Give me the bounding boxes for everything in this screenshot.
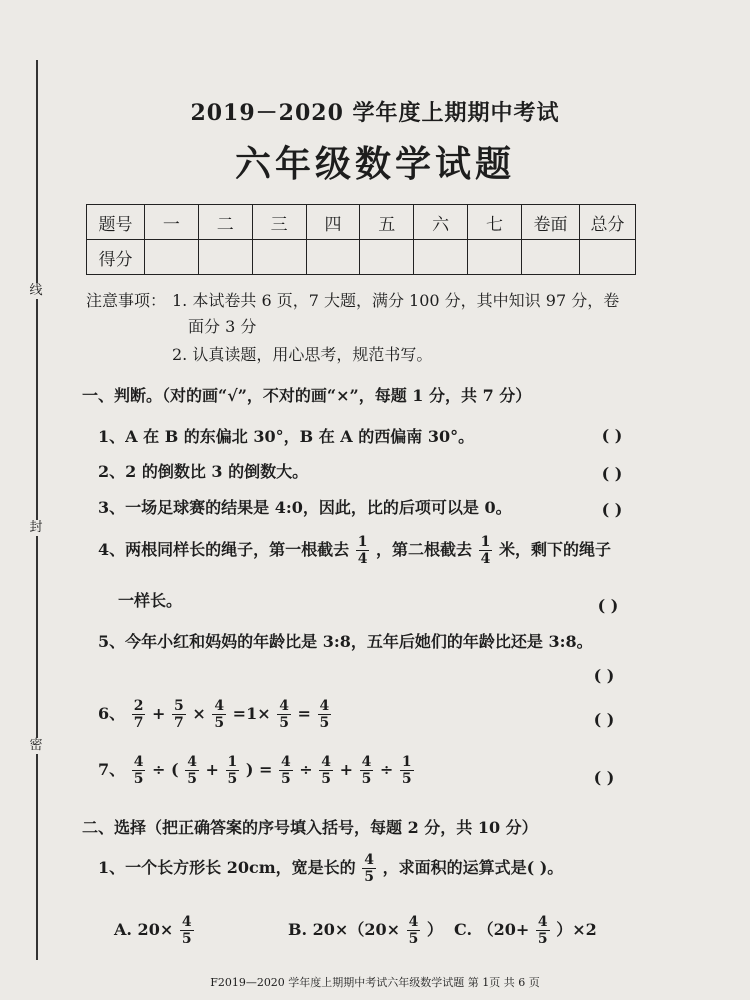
answer-paren[interactable]: ( ) — [601, 464, 623, 483]
option-c[interactable]: C. （20+ $\frac{4}{5}$ ）×2 — [454, 914, 597, 947]
answer-paren[interactable]: ( ) — [601, 500, 623, 519]
score-cell[interactable] — [145, 240, 199, 275]
binding-line — [36, 60, 38, 960]
answer-paren[interactable]: ( ) — [593, 666, 615, 685]
score-table — [86, 204, 636, 275]
score-cell[interactable] — [468, 240, 522, 275]
option-b[interactable]: B. 20×（20× $\frac{4}{5}$ ） — [288, 914, 443, 947]
fraction-four-fifths: $\frac{4}{5}$ — [364, 852, 374, 885]
option-a[interactable]: A. 20× $\frac{4}{5}$ — [114, 914, 192, 947]
score-header-cell: 四 — [306, 205, 360, 240]
fraction-one-fifth: $\frac{1}{5}$ — [227, 754, 238, 787]
fraction-four-fifths: $\frac{4}{5}$ — [361, 754, 372, 787]
binding-char-feng: 封 — [29, 520, 43, 535]
notes-label: 注意事项： — [86, 291, 167, 310]
score-header-cell: 卷面 — [522, 205, 580, 240]
score-header-cell: 总分 — [580, 205, 636, 240]
fraction-four-fifths: $\frac{4}{5}$ — [280, 754, 291, 787]
score-cell[interactable] — [306, 240, 360, 275]
binding-char-mi: 密 — [29, 738, 43, 753]
question-1-4-text-b: ，第二根截去 — [376, 540, 473, 559]
question-1-4-text-a: 4、两根同样长的绳子，第一根截去 — [98, 540, 350, 559]
question-1-7: 7、 $\frac{4}{5}$ ÷ ( $\frac{4}{5}$ + $\frac{1}{5}$ ) = $\frac{4}{5}$ ÷ $\frac{4}{5}$ + $\frac{4}{5}$ ÷ $\frac{1}{5}$ — [98, 754, 412, 787]
fraction-one-quarter: $\frac{1}{4}$ — [357, 534, 368, 567]
score-table-score-row — [87, 240, 636, 275]
score-cell[interactable] — [580, 240, 636, 275]
score-header-cell: 一 — [145, 205, 199, 240]
score-header-cell: 题号 — [87, 205, 145, 240]
exam-subtitle: 六年级数学试题 — [234, 143, 515, 185]
score-cell[interactable] — [252, 240, 306, 275]
answer-paren[interactable]: ( ) — [593, 768, 615, 787]
answer-paren[interactable]: ( ) — [593, 710, 615, 729]
score-header-cell: 三 — [252, 205, 306, 240]
notes-item-1: 1. 本试卷共 6 页，7 大题，满分 100 分，其中知识 97 分，卷 — [172, 291, 620, 310]
score-header-cell: 五 — [360, 205, 414, 240]
exam-title: 2019－2020 学年度上期期中考试 — [190, 100, 560, 126]
score-header-cell: 六 — [414, 205, 468, 240]
section2-heading: 二、选择（把正确答案的序号填入括号，每题 2 分，共 10 分） — [82, 818, 538, 837]
answer-paren[interactable]: ( ) — [597, 596, 619, 615]
page-footer: F2019—2020 学年度上期期中考试六年级数学试题 第 1页 共 6 页 — [210, 976, 540, 989]
fraction-five-sevenths: $\frac{5}{7}$ — [174, 698, 184, 731]
question-1-2: 2、2 的倒数比 3 的倒数大。 — [98, 462, 309, 481]
fraction-four-fifths: $\frac{4}{5}$ — [279, 698, 289, 731]
score-cell[interactable] — [414, 240, 468, 275]
question-1-4-cont: 一样长。 — [118, 591, 183, 610]
fraction-four-fifths: $\frac{4}{5}$ — [319, 698, 330, 731]
notes-item-2: 2. 认真读题，用心思考，规范书写。 — [172, 345, 433, 364]
fraction-four-fifths: $\frac{4}{5}$ — [321, 754, 332, 787]
fraction-one-fifth: $\frac{1}{5}$ — [401, 754, 412, 787]
fraction-two-sevenths: $\frac{2}{7}$ — [133, 698, 144, 731]
question-1-5: 5、今年小红和妈妈的年龄比是 3:8，五年后她们的年龄比还是 3:8。 — [98, 632, 593, 651]
question-1-1: 1、A 在 B 的东偏北 30°，B 在 A 的西偏南 30°。 — [98, 427, 475, 446]
question-1-4 — [98, 534, 611, 567]
fraction-four-fifths: $\frac{4}{5}$ — [408, 914, 419, 947]
fraction-four-fifths: $\frac{4}{5}$ — [537, 914, 548, 947]
question-1-4-text-c: 米，剩下的绳子 — [498, 540, 611, 559]
question-1-6: 6、 $\frac{2}{7}$ + $\frac{5}{7}$ × $\frac{4}{5}$ =1× $\frac{4}{5}$ = $\frac{4}{5}$ — [98, 698, 330, 731]
fraction-four-fifths: $\frac{4}{5}$ — [181, 914, 192, 947]
score-cell[interactable] — [360, 240, 414, 275]
binding-char-xian: 线 — [29, 283, 43, 298]
fraction-four-fifths: $\frac{4}{5}$ — [133, 754, 144, 787]
score-header-cell: 二 — [198, 205, 252, 240]
fraction-four-fifths: $\frac{4}{5}$ — [187, 754, 197, 787]
score-table-header-row — [87, 205, 636, 240]
question-1-3: 3、一场足球赛的结果是 4:0，因此，比的后项可以是 0。 — [98, 498, 512, 517]
fraction-one-quarter: $\frac{1}{4}$ — [480, 534, 491, 567]
notes-item-1-cont: 面分 3 分 — [188, 317, 257, 336]
score-cell[interactable] — [522, 240, 580, 275]
section1-heading: 一、判断。（对的画“√”，不对的画“×”，每题 1 分，共 7 分） — [82, 386, 532, 405]
answer-paren[interactable]: ( ) — [601, 426, 623, 445]
score-cell[interactable] — [198, 240, 252, 275]
question-2-1: 1、一个长方形长 20cm，宽是长的 $\frac{4}{5}$ ，求面积的运算式是( )。 — [98, 852, 564, 885]
score-header-cell: 七 — [468, 205, 522, 240]
fraction-four-fifths: $\frac{4}{5}$ — [214, 698, 225, 731]
score-row-label: 得分 — [87, 240, 145, 275]
